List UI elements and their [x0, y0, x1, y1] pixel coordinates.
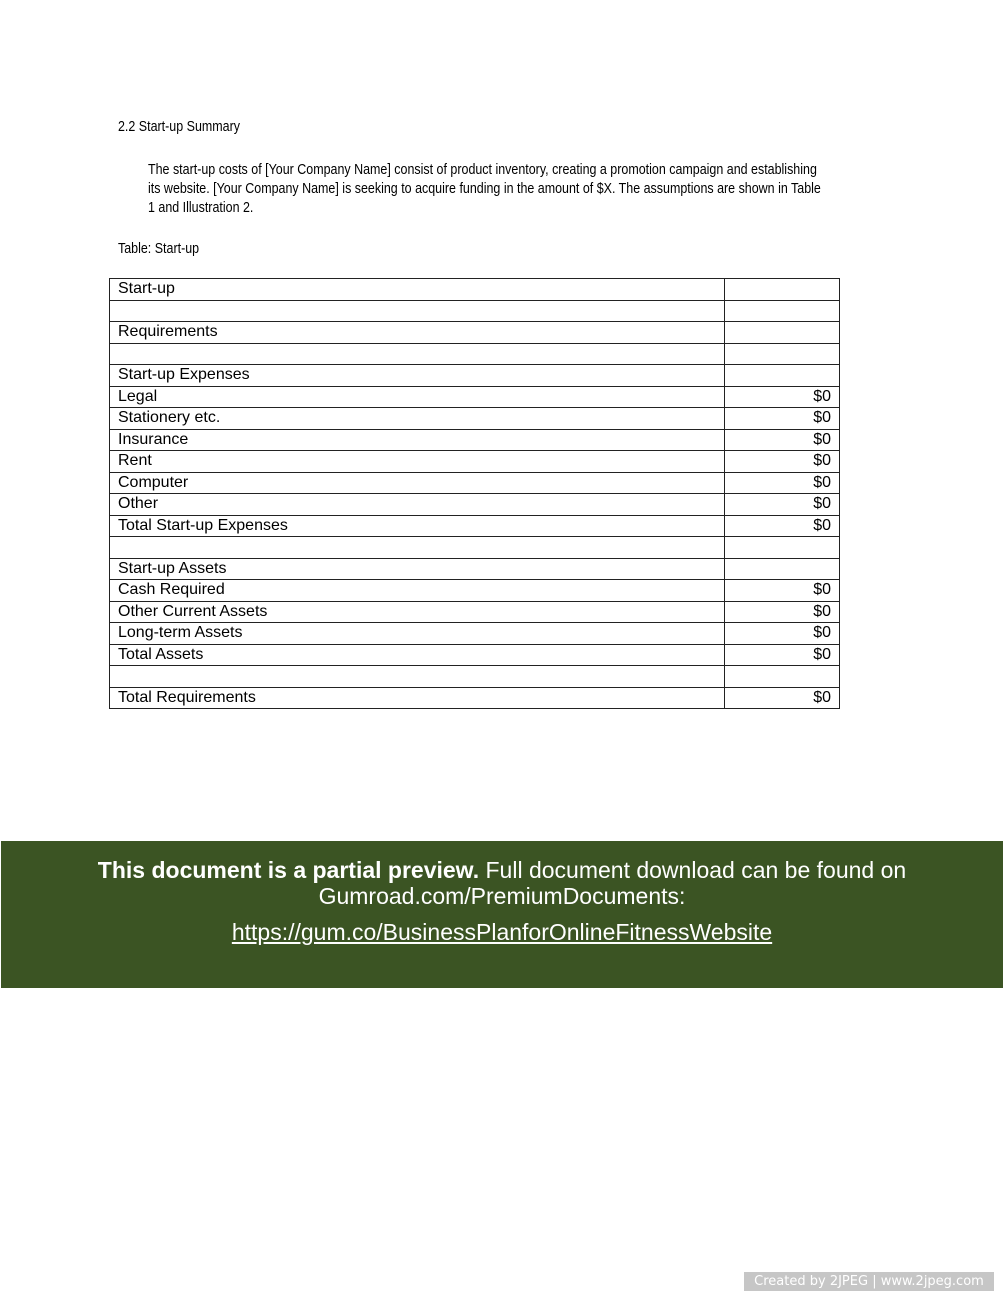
table-row	[110, 408, 840, 430]
table-row	[110, 558, 840, 580]
row-label: Start-up Expenses	[110, 365, 725, 387]
row-label: Start-up	[110, 279, 725, 301]
row-label: Other	[110, 494, 725, 516]
table-row	[110, 386, 840, 408]
row-label: Other Current Assets	[110, 601, 725, 623]
row-label: Rent	[110, 451, 725, 473]
banner-text-rest: Full document download can be found on	[479, 857, 907, 883]
paragraph-line: 1 and Illustration 2.	[148, 200, 254, 216]
table-row	[110, 601, 840, 623]
row-label: Insurance	[110, 429, 725, 451]
table-row	[110, 451, 840, 473]
table-row	[110, 494, 840, 516]
table-row	[110, 279, 840, 301]
preview-banner	[1, 841, 1003, 988]
watermark: Created by 2JPEG | www.2jpeg.com	[744, 1272, 994, 1291]
banner-line2: Gumroad.com/PremiumDocuments:	[318, 883, 686, 909]
row-label: Computer	[110, 472, 725, 494]
row-label: Start-up Assets	[110, 558, 725, 580]
banner-bold: This document is a partial preview.	[97, 857, 480, 883]
table-caption: Table: Start-up	[118, 241, 200, 257]
startup-table	[109, 278, 840, 709]
summary-paragraph	[148, 161, 821, 218]
row-value: $0	[725, 408, 840, 430]
table-row	[110, 365, 840, 387]
section-heading: 2.2 Start-up Summary	[118, 119, 240, 135]
row-label: Total Start-up Expenses	[110, 515, 725, 537]
row-label: Legal	[110, 386, 725, 408]
table-row	[110, 580, 840, 602]
row-value: $0	[725, 515, 840, 537]
banner-text	[1, 857, 1003, 909]
row-value	[725, 343, 840, 365]
row-value: $0	[725, 494, 840, 516]
row-label	[110, 537, 725, 559]
row-value: $0	[725, 429, 840, 451]
row-value	[725, 300, 840, 322]
row-value: $0	[725, 451, 840, 473]
row-value	[725, 558, 840, 580]
row-value	[725, 322, 840, 344]
row-value: $0	[725, 386, 840, 408]
table-row	[110, 623, 840, 645]
row-value: $0	[725, 687, 840, 709]
table-row	[110, 429, 840, 451]
row-value: $0	[725, 623, 840, 645]
table-row	[110, 343, 840, 365]
row-value	[725, 666, 840, 688]
download-link[interactable]: https://gum.co/BusinessPlanforOnlineFitnessWebsite	[231, 919, 773, 945]
table-row	[110, 322, 840, 344]
row-label: Requirements	[110, 322, 725, 344]
table-row	[110, 687, 840, 709]
row-label: Long-term Assets	[110, 623, 725, 645]
row-value: $0	[725, 644, 840, 666]
row-label: Total Assets	[110, 644, 725, 666]
paragraph-line: its website. [Your Company Name] is seeking to acquire funding in the amount of $X. The assumptions are shown in Table	[148, 181, 821, 197]
row-value: $0	[725, 472, 840, 494]
row-label: Total Requirements	[110, 687, 725, 709]
table-row	[110, 537, 840, 559]
table-row	[110, 515, 840, 537]
row-label: Cash Required	[110, 580, 725, 602]
table-row	[110, 300, 840, 322]
row-label	[110, 300, 725, 322]
row-label	[110, 666, 725, 688]
table-row	[110, 644, 840, 666]
row-value	[725, 365, 840, 387]
paragraph-line: The start-up costs of [Your Company Name] consist of product inventory, creating a promotion campaign and establishing	[148, 162, 817, 178]
table-row	[110, 472, 840, 494]
table-row	[110, 666, 840, 688]
row-value	[725, 279, 840, 301]
row-value	[725, 537, 840, 559]
row-value: $0	[725, 601, 840, 623]
row-label	[110, 343, 725, 365]
row-label: Stationery etc.	[110, 408, 725, 430]
row-value: $0	[725, 580, 840, 602]
